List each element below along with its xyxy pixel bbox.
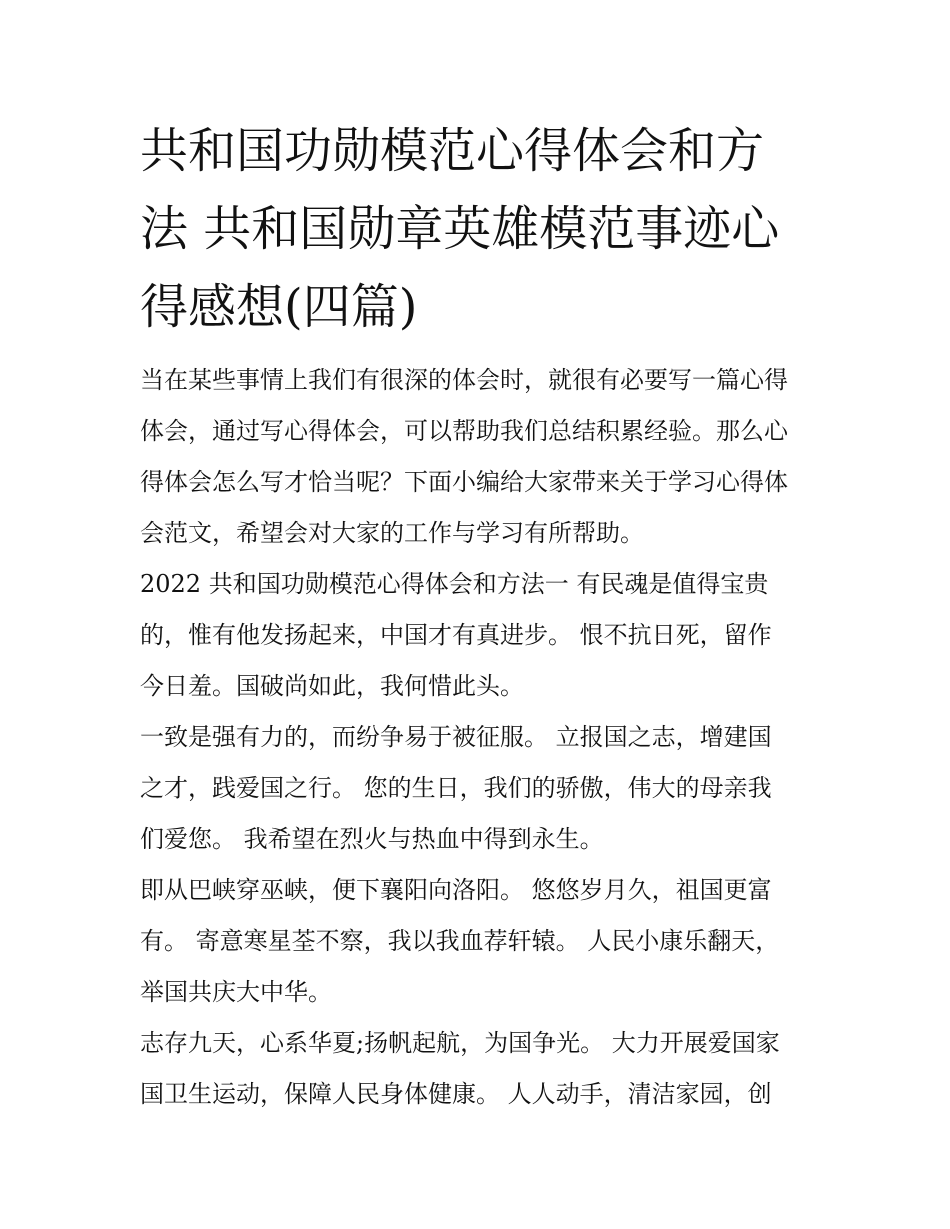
- document-body: [140, 355, 830, 1120]
- body-line: 们爱您。 我希望在烈火与热血中得到永生。: [140, 825, 604, 853]
- body-line: 志存九天，心系华夏;扬帆起航，为国争光。 大力开展爱国家: [140, 1029, 780, 1057]
- body-line: 体会，通过写心得体会，可以帮助我们总结积累经验。那么心: [140, 417, 788, 445]
- body-line: 举国共庆大中华。: [140, 978, 332, 1006]
- body-line: 一致是强有力的，而纷争易于被征服。 立报国之志，增建国: [140, 723, 772, 751]
- title-line: 法 共和国勋章英雄模范事迹心: [140, 201, 780, 257]
- body-line: 有。 寄意寒星荃不察，我以我血荐轩辕。 人民小康乐翻天，: [140, 927, 780, 955]
- body-line: 得体会怎么写才恰当呢？下面小编给大家带来关于学习心得体: [140, 468, 788, 496]
- body-line: 会范文，希望会对大家的工作与学习有所帮助。: [140, 519, 644, 547]
- document-title: [140, 112, 820, 346]
- body-line: 当在某些事情上我们有很深的体会时，就很有必要写一篇心得: [140, 366, 788, 394]
- body-line: 今日羞。国破尚如此，我何惜此头。: [140, 672, 524, 700]
- body-line: 的，惟有他发扬起来，中国才有真进步。 恨不抗日死，留作: [140, 621, 772, 649]
- body-line: 之才，践爱国之行。 您的生日，我们的骄傲，伟大的母亲我: [140, 774, 772, 802]
- body-line: 2022 共和国功勋模范心得体会和方法一 有民魂是值得宝贵: [140, 570, 769, 598]
- title-line: 得感想(四篇): [140, 279, 418, 335]
- title-line: 共和国功勋模范心得体会和方: [140, 123, 765, 179]
- body-line: 国卫生运动，保障人民身体健康。 人人动手，清洁家园，创: [140, 1080, 772, 1108]
- body-line: 即从巴峡穿巫峡，便下襄阳向洛阳。 悠悠岁月久，祖国更富: [140, 876, 772, 904]
